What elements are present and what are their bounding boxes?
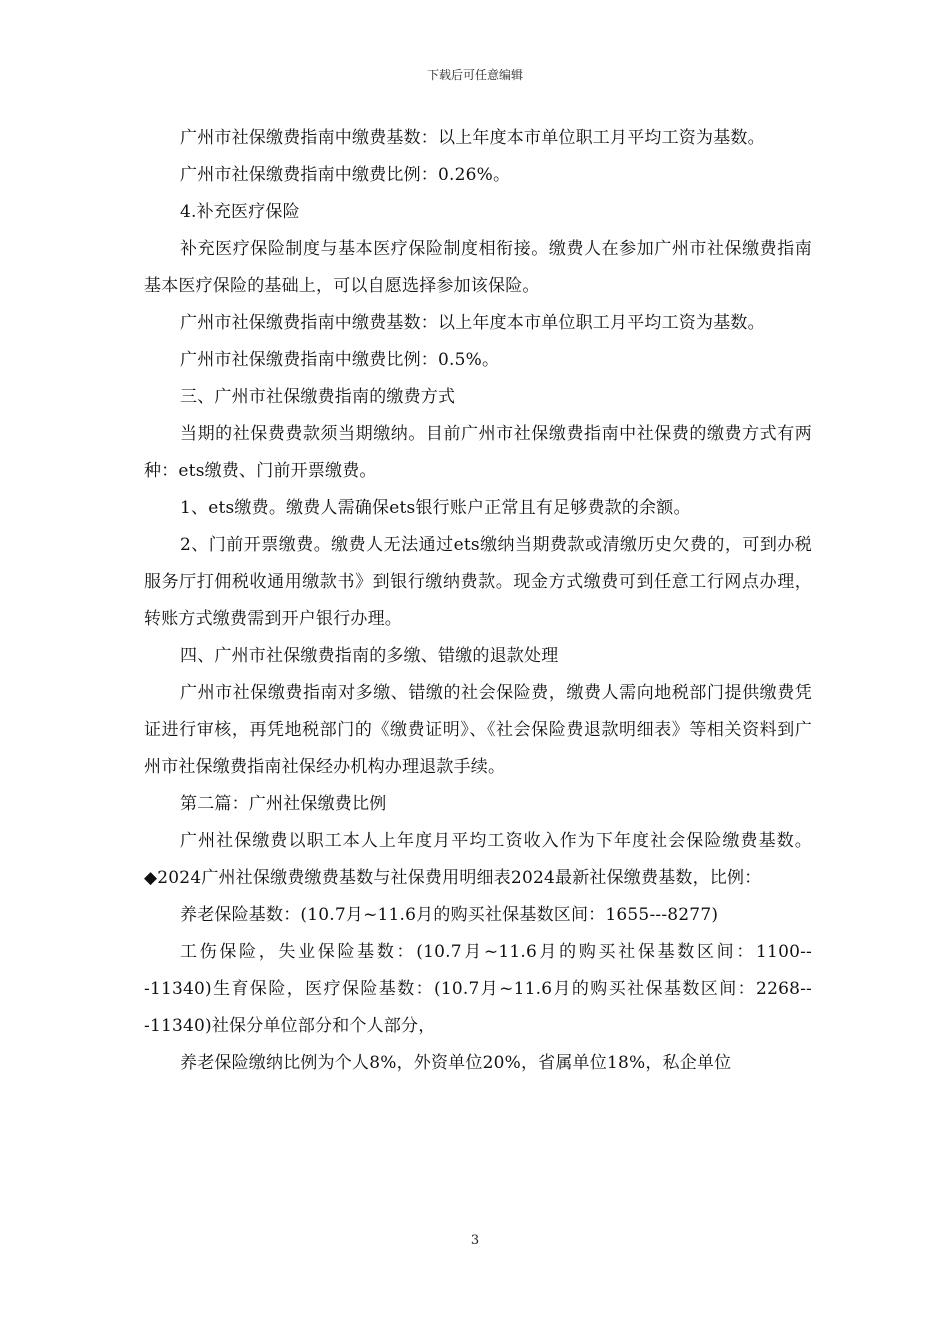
section-heading: 4.补充医疗保险: [180, 202, 300, 222]
section-heading: 三、广州市社保缴费指南的缴费方式: [180, 387, 456, 407]
paragraph: 广州市社保缴费指南中缴费基数：以上年度本市单位职工月平均工资为基数。: [180, 313, 765, 333]
page-number: 3: [470, 1233, 480, 1248]
page-header: 下载后可任意编辑: [426, 68, 523, 82]
paragraph: 2、门前开票缴费。缴费人无法通过ets缴纳当期费款或清缴历史欠费的，可到办税服务厅打佣税收通用缴款书》到银行缴纳费款。现金方式缴费可到任意工行网点办理，转账方式缴费需到开户银行办理。: [144, 535, 812, 629]
paragraph: 当期的社保费费款须当期缴纳。目前广州市社保缴费指南中社保费的缴费方式有两种：ets缴费、门前开票缴费。: [144, 424, 812, 481]
paragraph: 广州社保缴费以职工本人上年度月平均工资收入作为下年度社会保险缴费基数。◆2024广州社保缴费缴费基数与社保费用明细表2024最新社保缴费基数，比例：: [144, 831, 812, 888]
paragraph: 工伤保险，失业保险基数：(10.7月~11.6月的购买社保基数区间：1100---11340)生育保险，医疗保险基数：(10.7月~11.6月的购买社保基数区间：2268---11340)社保分单位部分和个人部分，: [144, 942, 812, 1036]
paragraph: 1、ets缴费。缴费人需确保ets银行账户正常且有足够费款的余额。: [180, 498, 691, 518]
chapter-heading: 第二篇：广州社保缴费比例: [180, 794, 387, 814]
paragraph: 广州市社保缴费指南中缴费比例：0.26%。: [180, 165, 511, 185]
paragraph: 养老保险缴纳比例为个人8%，外资单位20%，省属单位18%，私企单位: [180, 1053, 732, 1073]
paragraph: 补充医疗保险制度与基本医疗保险制度相衔接。缴费人在参加广州市社保缴费指南基本医疗保险的基础上，可以自愿选择参加该保险。: [144, 239, 812, 296]
section-heading: 四、广州市社保缴费指南的多缴、错缴的退款处理: [180, 646, 559, 666]
paragraph: 广州市社保缴费指南对多缴、错缴的社会保险费，缴费人需向地税部门提供缴费凭证进行审核，再凭地税部门的《缴费证明》、《社会保险费退款明细表》等相关资料到广州市社保缴费指南社保经办机构办理退款手续。: [144, 683, 812, 777]
paragraph: 广州市社保缴费指南中缴费比例：0.5%。: [180, 350, 500, 370]
paragraph: 广州市社保缴费指南中缴费基数：以上年度本市单位职工月平均工资为基数。: [180, 128, 765, 148]
document-body: [144, 120, 812, 1082]
paragraph: 养老保险基数：(10.7月~11.6月的购买社保基数区间：1655---8277): [180, 905, 719, 925]
